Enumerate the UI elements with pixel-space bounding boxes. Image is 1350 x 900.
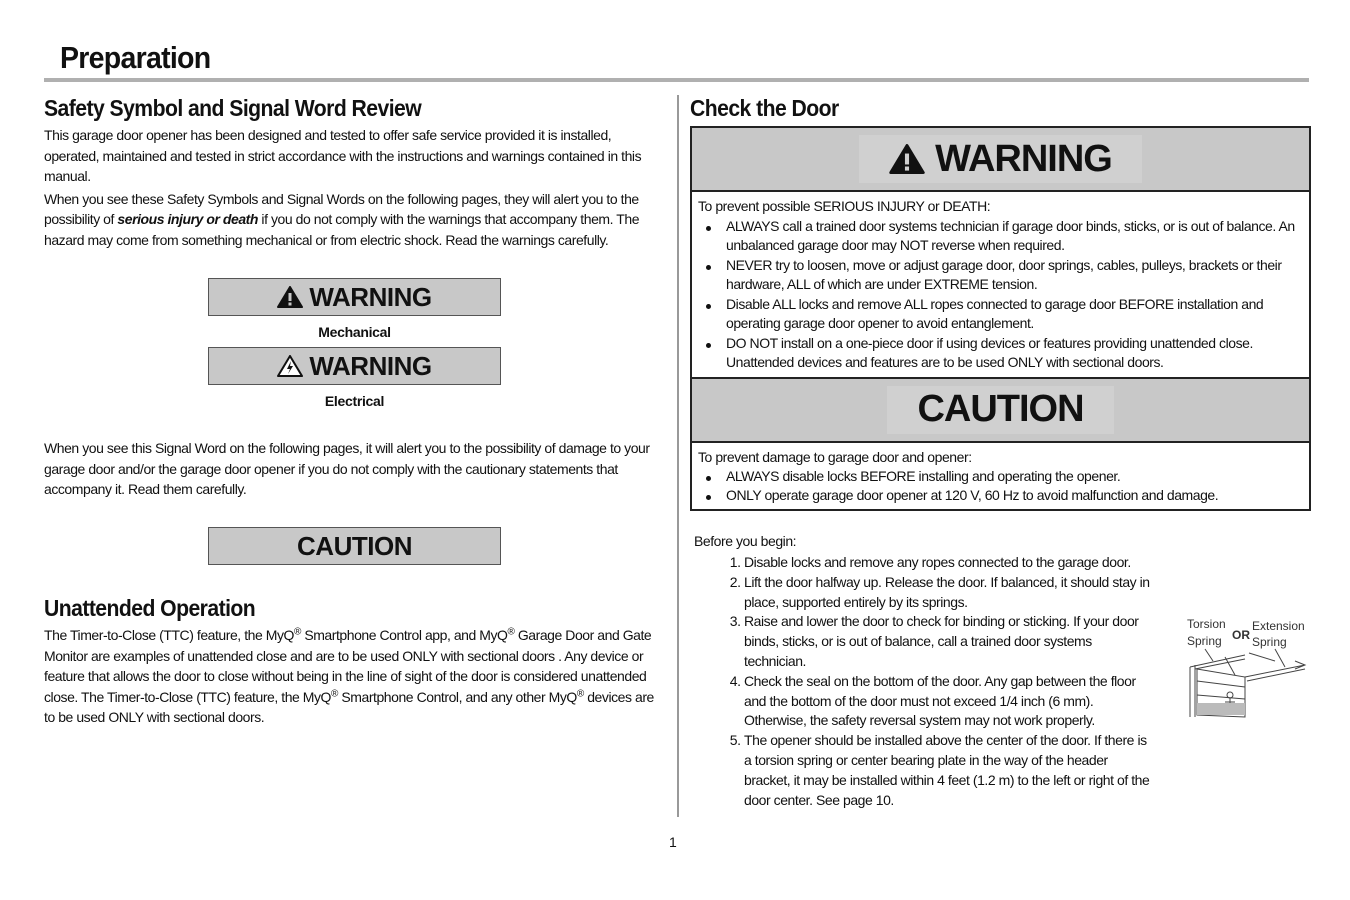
spring-label: Spring <box>1187 634 1222 648</box>
caution-paragraph: When you see this Signal Word on the following pages, it will alert you to the possibility of damage to your garage door and/or the garage door opener if you do not comply with the cautionary statements that accompany it. Read them carefully. <box>44 440 650 497</box>
step-item: 4. Check the seal on the bottom of the door. Any gap between the floor and the bottom of the door must not exceed 1/4 inch (6 mm). Otherwise, the safety reversal system may not work properly. <box>744 672 1154 731</box>
or-label: OR <box>1232 628 1250 642</box>
spring-label: Spring <box>1252 635 1287 649</box>
caution-sign <box>208 527 501 565</box>
text: Smartphone Control app, and MyQ <box>300 627 508 643</box>
step-item: 5. The opener should be installed above the center of the door. If there is a torsion spring or center bearing plate in the way of the header bracket, it may be installed within 4 feet (1.2 m) to the left or right of the door center. See page 10. <box>744 731 1154 810</box>
list-item: ONLY operate garage door opener at 120 V, 60 Hz to avoid malfunction and damage. <box>726 486 1303 505</box>
sign-label: WARNING <box>309 281 432 312</box>
spring-figure <box>1185 617 1310 722</box>
registered-mark: ® <box>507 626 515 638</box>
registered-mark: ® <box>331 687 338 699</box>
garage-door-illustration <box>1185 647 1310 722</box>
symbols-paragraph <box>44 189 666 251</box>
text: The Timer-to-Close (TTC) feature, the MyQ <box>44 627 294 643</box>
warning-box <box>690 126 1311 511</box>
mechanical-caption: Mechanical <box>318 324 391 340</box>
unattended-paragraph <box>44 625 664 728</box>
registered-mark: ® <box>576 687 584 699</box>
column-divider <box>677 95 679 817</box>
unattended-heading: Unattended Operation <box>44 595 256 621</box>
text: devices are to be used ONLY with sectional doors. <box>44 688 654 725</box>
electrical-warning-sign <box>208 347 501 385</box>
step-item: 2. Lift the door halfway up. Release the door. If balanced, it should stay in place, supported entirely by its springs. <box>744 573 1154 613</box>
steps-list <box>694 553 1154 810</box>
warning-header <box>692 128 1309 192</box>
sign-label: WARNING <box>309 350 432 381</box>
sign-label: CAUTION <box>297 530 412 561</box>
electric-shock-icon <box>277 355 303 377</box>
caution-label: CAUTION <box>917 388 1084 430</box>
mechanical-warning-sign <box>208 278 501 316</box>
intro-paragraph: This garage door opener has been designed and tested to offer safe service provided it is installed, operated, maintained and tested in strict accordance with the instructions and warnings contained in this manual. <box>44 127 642 184</box>
list-item: ALWAYS call a trained door systems technician if garage door binds, sticks, or is out of balance. An unbalanced garage door may NOT reverse when required. <box>726 217 1303 256</box>
list-item: NEVER try to loosen, move or adjust garage door, door springs, cables, pulleys, brackets or their hardware, ALL of which are under EXTREME tension. <box>726 256 1303 295</box>
emphasis: serious injury or death <box>117 211 258 227</box>
text: if you do not comply with the warnings that accompany them. The hazard may come from something mechanical or from electric shock. Read the warnings carefully. <box>44 211 640 248</box>
caution-lead: To prevent damage to garage door and opener: <box>698 448 972 465</box>
text: Garage Door and Gate Monitor are examples of unattended close and are to be used ONLY with sectional doors . Any device or feature that allows the door to close without being in the line of sight of the door is considered unattended close. The Timer-to-Close (TTC) feature, the MyQ <box>44 627 652 705</box>
warning-exclamation-icon <box>277 286 303 308</box>
list-item: ALWAYS disable locks BEFORE installing and operating the opener. <box>726 467 1303 486</box>
extension-label: Extension <box>1252 619 1305 633</box>
page-number: 1 <box>669 834 677 850</box>
caution-header <box>692 377 1309 443</box>
title-rule <box>44 78 1309 82</box>
warning-exclamation-icon <box>889 144 925 174</box>
step-item: 3. Raise and lower the door to check for binding or sticking. If your door binds, sticks, or is out of balance, call a trained door systems technician. <box>744 612 1154 671</box>
check-door-heading: Check the Door <box>690 95 839 121</box>
warning-lead: To prevent possible SERIOUS INJURY or DEATH: <box>698 198 991 214</box>
step-item: 1. Disable locks and remove any ropes connected to the garage door. <box>744 553 1154 573</box>
list-item: DO NOT install on a one-piece door if using devices or features providing unattended close. Unattended devices and features are to be used ONLY with sectional doors. <box>726 334 1303 373</box>
text: Smartphone Control, and any other MyQ <box>337 688 577 705</box>
before-label: Before you begin: <box>694 533 797 549</box>
torsion-label: Torsion <box>1187 617 1226 631</box>
warning-label: WARNING <box>935 137 1112 180</box>
electrical-caption: Electrical <box>324 393 385 409</box>
safety-heading: Safety Symbol and Signal Word Review <box>44 95 422 121</box>
registered-mark: ® <box>293 626 301 638</box>
list-item: Disable ALL locks and remove ALL ropes connected to garage door BEFORE installation and operating garage door opener to avoid entanglement. <box>726 295 1303 334</box>
safety-text <box>44 125 666 252</box>
page-title: Preparation <box>60 40 211 75</box>
text: When you see these Safety Symbols and Signal Words on the following pages, they will alert you to the possibility of <box>44 190 639 227</box>
